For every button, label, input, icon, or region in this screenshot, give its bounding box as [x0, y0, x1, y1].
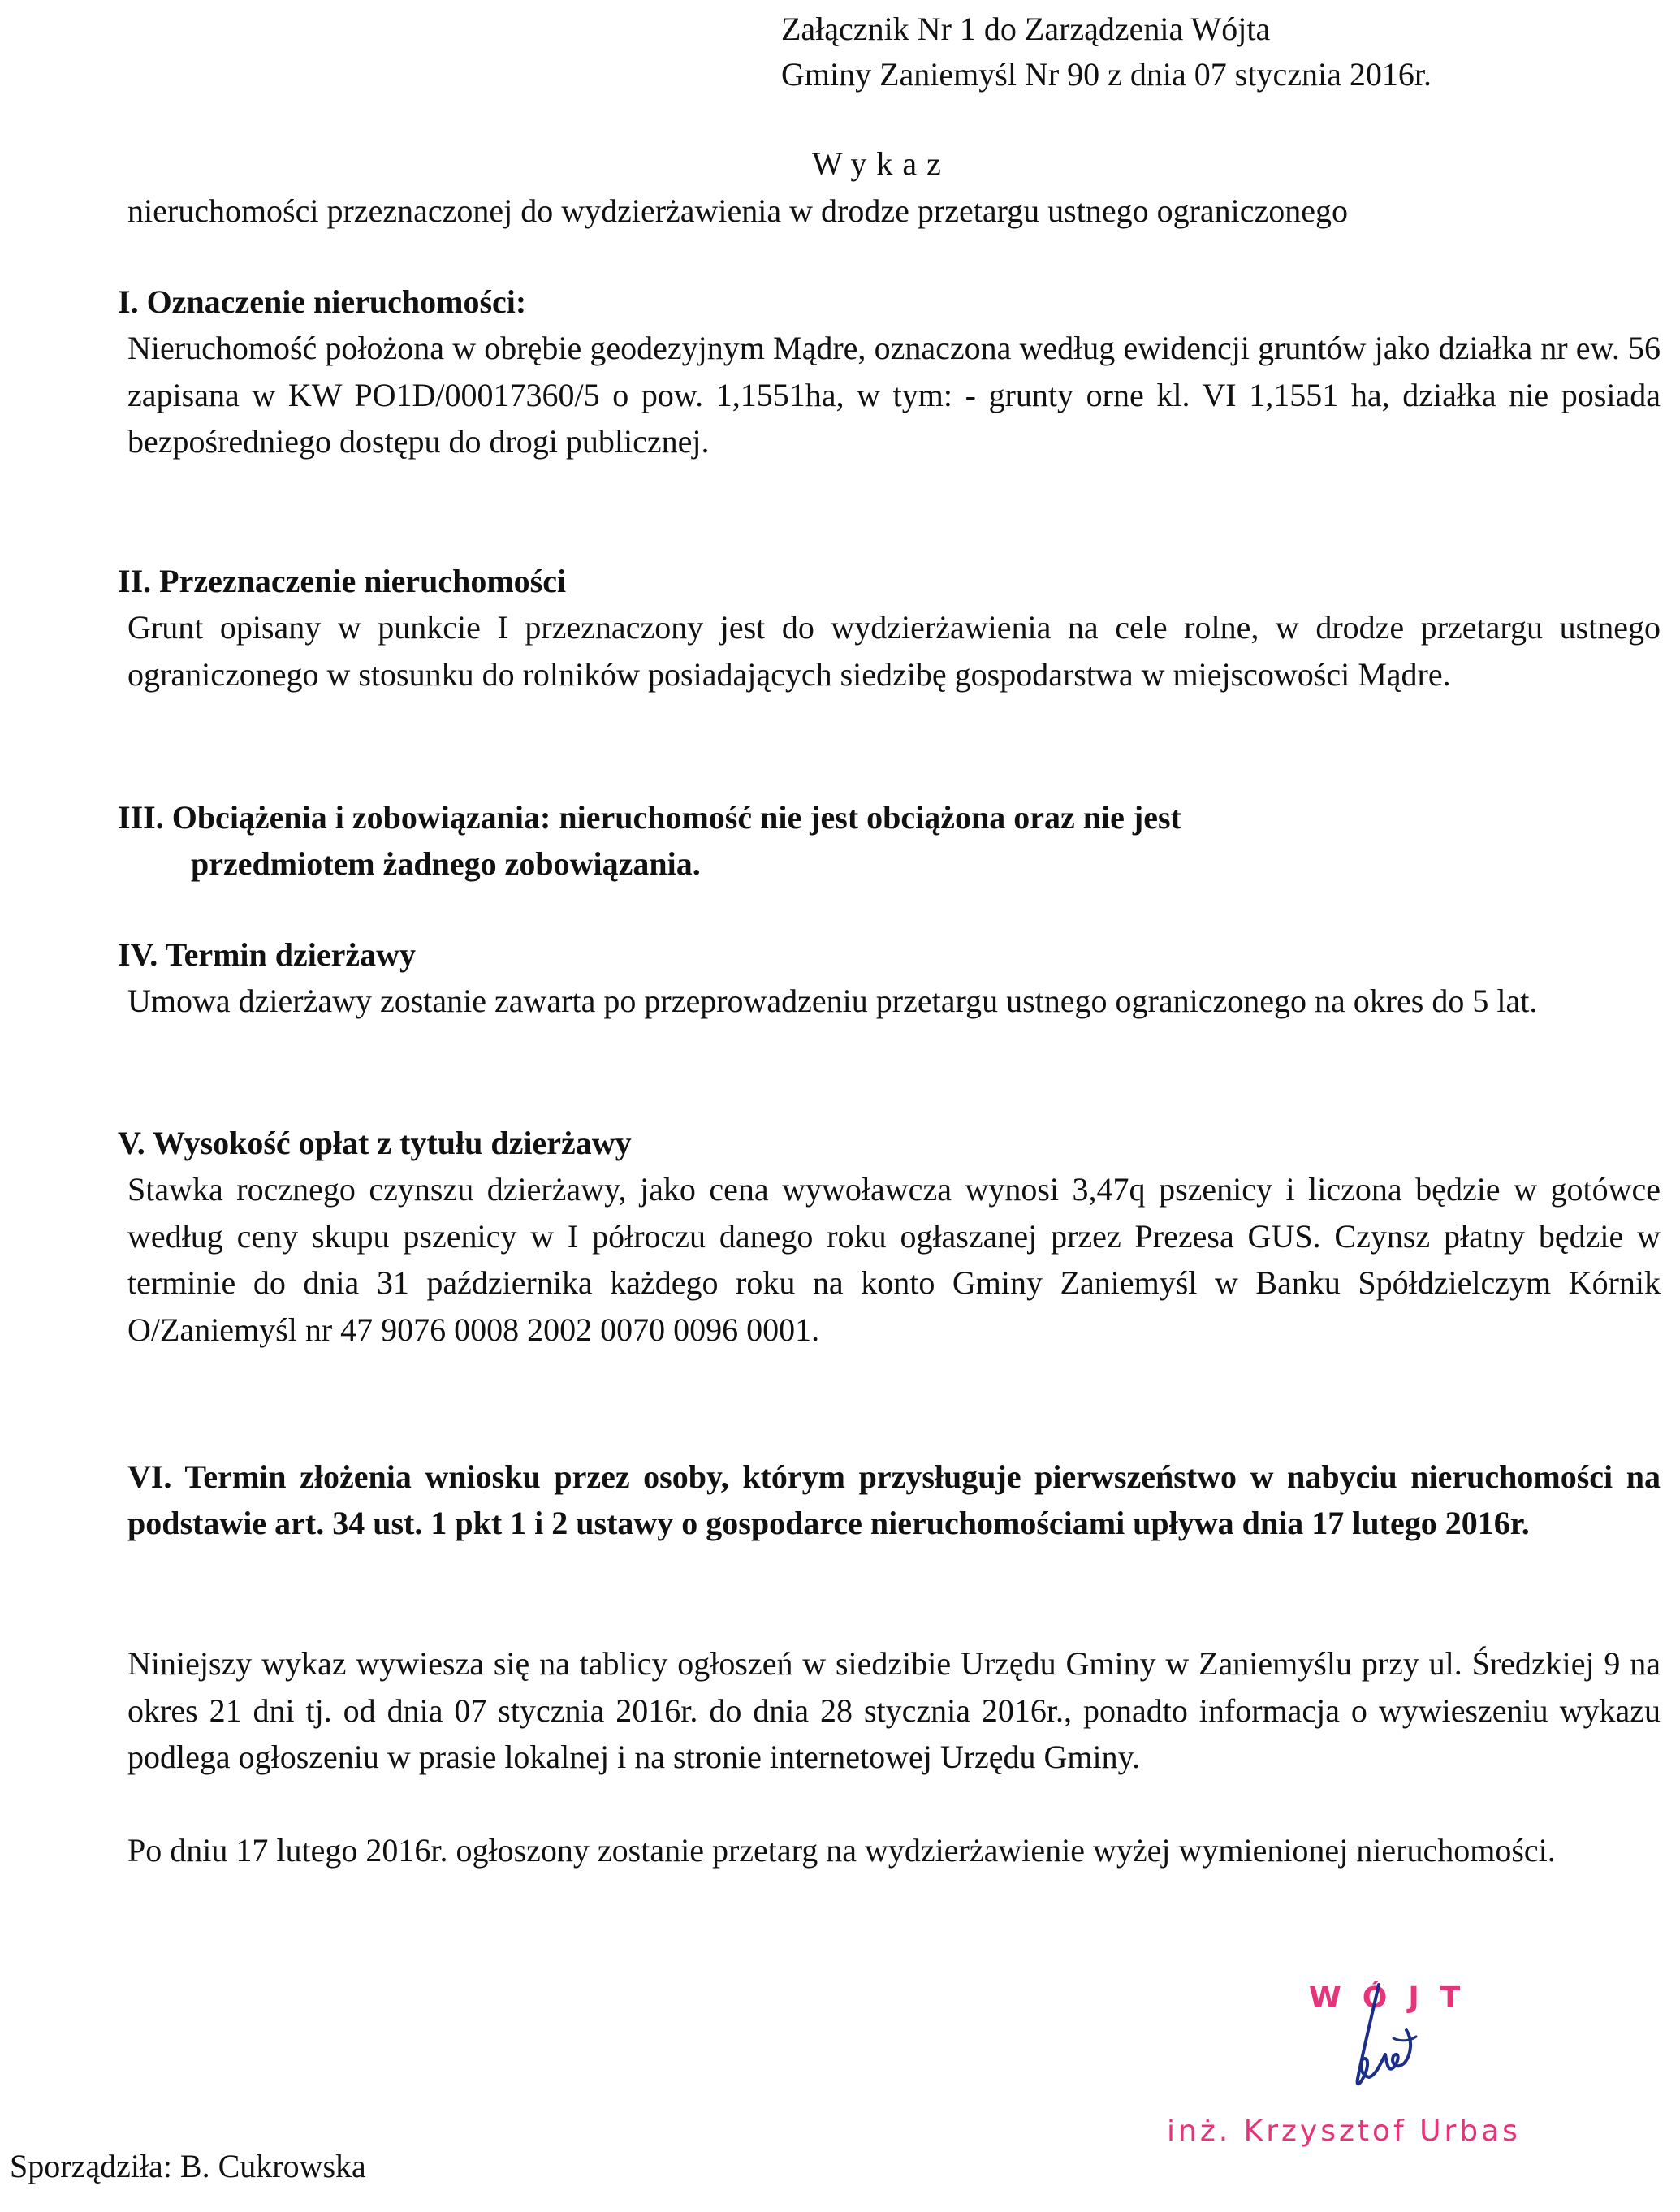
section-body: Stawka rocznego czynszu dzierżawy, jako cena wywoławcza wynosi 3,47q pszenicy i liczona będzie w gotówce według ceny skupu pszenicy w I półroczu danego roku ogłaszanej przez Prezesa GUS. Czynsz płatny będzie w terminie do dnia 31 października każdego roku na konto Gminy Zaniemyśl w Banku Spółdzielczym Kórnik O/Zaniemyśl nr 47 9076 0008 2002 0070 0096 0001. — [127, 1171, 1661, 1348]
section-encumbrances — [118, 794, 1181, 887]
section-line-2: przedmiotem żadnego zobowiązania. — [191, 845, 701, 882]
section-lease-term — [118, 932, 1661, 1025]
section-fees — [118, 1121, 1661, 1353]
section-heading: II. Przeznaczenie nieruchomości — [118, 563, 567, 599]
section-heading: IV. Termin dzierżawy — [118, 936, 417, 973]
document-header — [781, 6, 1432, 97]
section-heading: V. Wysokość opłat z tytułu dzierżawy — [118, 1125, 632, 1161]
section-body: Umowa dzierżawy zostanie zawarta po przeprowadzeniu przetargu ustnego ograniczonego na okres do 5 lat. — [127, 983, 1538, 1019]
section-purpose — [118, 559, 1661, 698]
section-designation — [118, 279, 1661, 465]
section-application-deadline: VI. Termin złożenia wniosku przez osoby, którym przysługuje pierwszeństwo w nabyciu nieruchomości na podstawie art. 34 ust. 1 pkt 1 i 2 ustawy o gospodarce nieruchomościami upływa dnia 17 lutego 2016r. — [127, 1458, 1661, 1541]
section-body: Nieruchomość położona w obrębie geodezyjnym Mądre, oznaczona według ewidencji gruntów jako działka nr ew. 56 zapisana w KW PO1D/00017360/5 o pow. 1,1551ha, w tym: - grunty orne kl. VI 1,1551 ha, działka nie posiada bezpośredniego dostępu do drogi publicznej. — [127, 330, 1661, 460]
notice-paragraph: Niniejszy wykaz wywiesza się na tablicy ogłoszeń w siedzibie Urzędu Gminy w Zaniemyślu przy ul. Średzkiej 9 na okres 21 dni tj. od dnia 07 stycznia 2016r. do dnia 28 stycznia 2016r., ponadto informacja o wywieszeniu wykazu podlega ogłoszeniu w prasie lokalnej i na stronie internetowej Urzędu Gminy. — [127, 1645, 1661, 1775]
stamp-title: WÓJT — [1309, 1981, 1482, 2015]
section-line-1: III. Obciążenia i zobowiązania: nieruchomość nie jest obciążona oraz nie jest — [118, 799, 1181, 836]
section-body: Grunt opisany w punkcie I przeznaczony jest do wydzierżawienia na cele rolne, w drodze przetargu ustnego ograniczonego w stosunku do rolników posiadających siedzibę gospodarstwa w miejscowości Mądre. — [127, 609, 1661, 693]
document-subtitle: nieruchomości przeznaczonej do wydzierżawienia w drodze przetargu ustnego ograniczonego — [127, 192, 1349, 229]
document-title: Wykaz — [812, 145, 951, 182]
header-line-2: Gminy Zaniemyśl Nr 90 z dnia 07 stycznia 2016r. — [781, 56, 1432, 93]
section-heading: I. Oznaczenie nieruchomości: — [118, 283, 527, 320]
header-line-1: Załącznik Nr 1 do Zarządzenia Wójta — [781, 11, 1271, 47]
signature — [1315, 1981, 1462, 2103]
prepared-by: Sporządziła: B. Cukrowska — [10, 2148, 366, 2184]
auction-paragraph: Po dniu 17 lutego 2016r. ogłoszony zostanie przetarg na wydzierżawienie wyżej wymienionej nieruchomości. — [127, 1832, 1556, 1869]
stamp-name: inż. Krzysztof Urbas — [1167, 2115, 1521, 2148]
